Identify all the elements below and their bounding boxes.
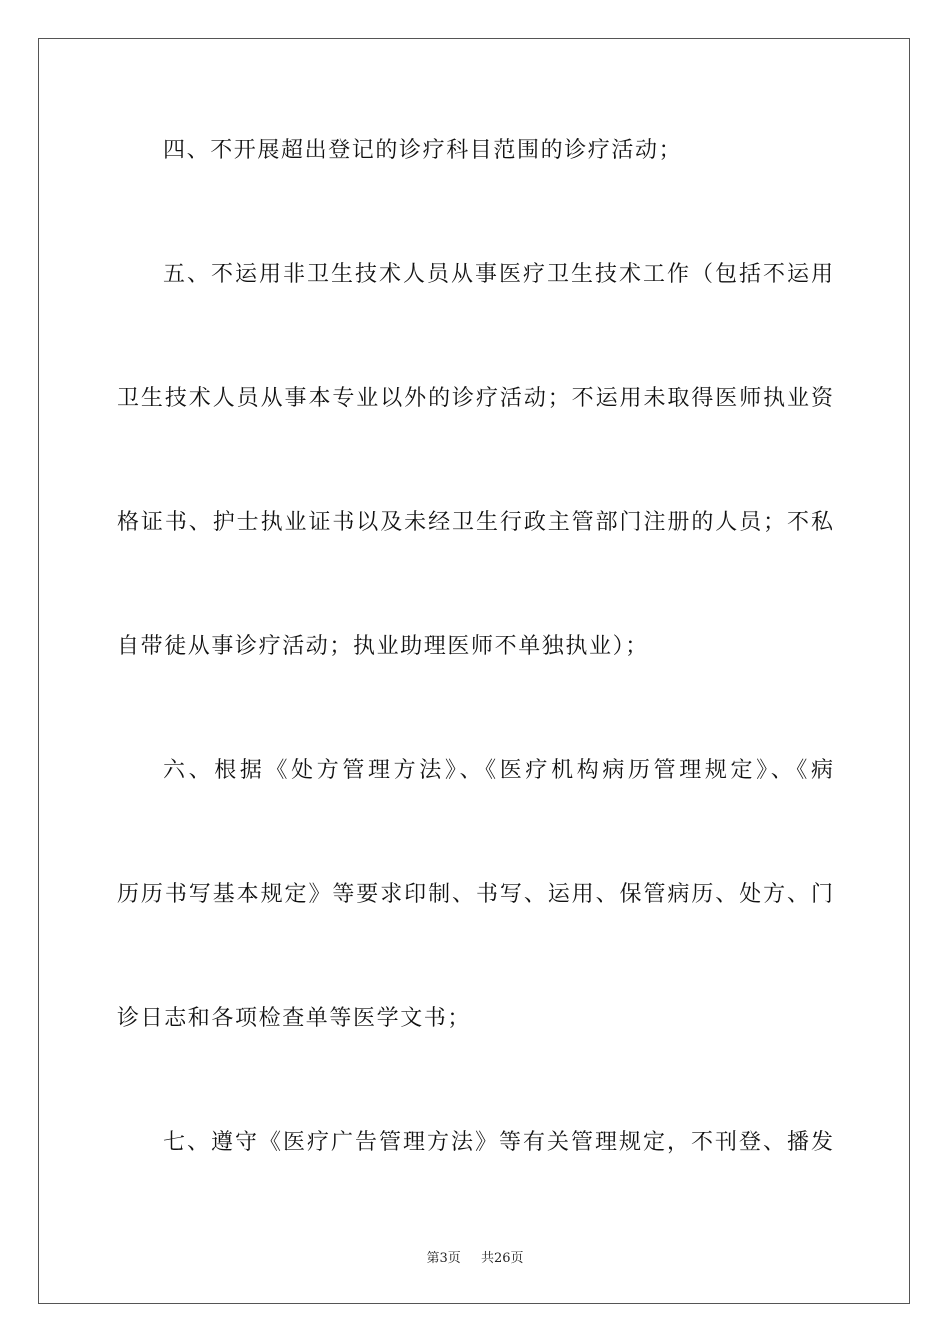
paragraph-line: 四、不开展超出登记的诊疗科目范围的诊疗活动；	[163, 138, 683, 163]
page-border	[38, 38, 910, 1304]
paragraph-line: 诊日志和各项检查单等医学文书；	[117, 1006, 472, 1031]
paragraph-line: 六、根据《处方管理方法》、《医疗机构病历管理规定》、《病	[163, 758, 833, 783]
paragraph-line: 格证书、护士执业证书以及未经卫生行政主管部门注册的人员；不私	[117, 510, 833, 535]
paragraph-line: 自带徒从事诊疗活动；执业助理医师不单独执业）；	[117, 634, 649, 659]
paragraph-line: 五、不运用非卫生技术人员从事医疗卫生技术工作（包括不运用	[163, 262, 833, 287]
paragraph-line: 历历书写基本规定》等要求印制、书写、运用、保管病历、处方、门	[117, 882, 833, 907]
page-number: 第3页	[426, 1251, 461, 1266]
page-total: 共26页	[480, 1251, 524, 1266]
paragraph-line: 七、遵守《医疗广告管理方法》等有关管理规定，不刊登、播发	[163, 1130, 833, 1155]
page-footer	[0, 1247, 950, 1266]
paragraph-line: 卫生技术人员从事本专业以外的诊疗活动；不运用未取得医师执业资	[117, 386, 833, 411]
